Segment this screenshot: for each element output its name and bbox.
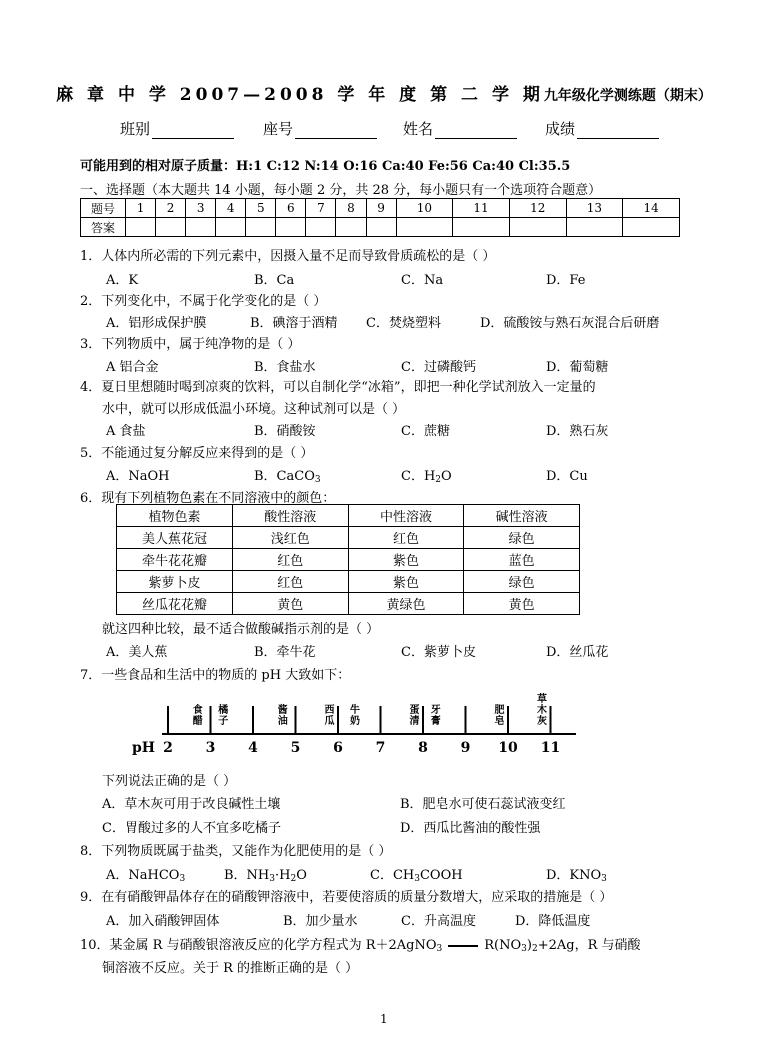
ph-item-char: 瓜 xyxy=(324,716,335,727)
ph-item-label xyxy=(350,703,360,727)
page-number: 1 xyxy=(380,1012,388,1026)
exam-subtitle: 九年级化学测练题（期末） xyxy=(543,88,712,104)
ph-item-label xyxy=(325,703,335,727)
class-blank[interactable] xyxy=(152,122,234,139)
ph-tick-label: 4 xyxy=(248,740,258,756)
pigment-table-header: 中性溶液 xyxy=(348,505,464,527)
pigment-name: 紫萝卜皮 xyxy=(117,571,233,593)
answer-cell[interactable] xyxy=(156,218,186,237)
acid-color: 红色 xyxy=(232,549,348,571)
q5-option-c-subscript: 2 xyxy=(435,475,442,485)
q8-option-b-tail: ·H xyxy=(275,868,291,883)
field-score-label: 成绩 xyxy=(545,120,576,138)
ph-tick-label: 11 xyxy=(540,740,561,756)
answer-cell[interactable] xyxy=(186,218,216,237)
q5-option-b[interactable] xyxy=(254,465,321,485)
ph-item-char: 橘 xyxy=(218,705,229,716)
q5-option-c[interactable] xyxy=(401,465,452,485)
ph-item-char: 蛋 xyxy=(409,705,420,716)
answer-table-row-answers xyxy=(81,218,680,237)
q5-option-a[interactable]: A．NaOH xyxy=(106,469,170,484)
q10-stem-part4: +2Ag，R 与硝酸 xyxy=(537,938,641,953)
answer-cell[interactable] xyxy=(366,218,396,237)
answer-cell[interactable] xyxy=(246,218,276,237)
q4-option-d[interactable]: D．熟石灰 xyxy=(546,424,609,439)
ph-item-char: 奶 xyxy=(350,716,360,727)
q5-stem: 5．不能通过复分解反应来得到的是（ ） xyxy=(80,446,314,461)
answer-cell[interactable] xyxy=(126,218,156,237)
field-class xyxy=(120,118,234,139)
q8-option-d-text: D．KNO xyxy=(546,868,602,883)
neutral-color: 黄绿色 xyxy=(348,593,464,615)
answer-cell[interactable] xyxy=(453,218,510,237)
q6-option-a[interactable]: A．美人蕉 xyxy=(106,645,168,660)
q10-subscript-3b: 3 xyxy=(521,944,527,954)
ph-item-label xyxy=(495,703,505,727)
answer-number: 5 xyxy=(246,199,276,218)
q8-option-b-subscript2: 2 xyxy=(290,874,297,884)
q4-stem-line1: 4．夏日里想随时喝到凉爽的饮料，可以自制化学“冰箱”，即把一种化学试剂放入一定量的 xyxy=(80,380,596,395)
q7-option-c[interactable]: C．胃酸过多的人不宜多吃橘子 xyxy=(102,821,281,836)
pigment-table-header: 酸性溶液 xyxy=(232,505,348,527)
base-color: 蓝色 xyxy=(464,549,580,571)
table-row xyxy=(117,549,580,571)
answer-number: 12 xyxy=(509,199,566,218)
base-color: 绿色 xyxy=(464,571,580,593)
exam-title xyxy=(0,80,768,105)
q10-stem-line2: 铜溶液不反应。关于 R 的推断正确的是（ ） xyxy=(102,961,359,976)
q7-option-b[interactable]: B．肥皂水可使石蕊试液变红 xyxy=(400,797,566,812)
q5-option-b-subscript: 3 xyxy=(314,475,321,485)
q6-option-c[interactable]: C．紫萝卜皮 xyxy=(401,645,476,660)
field-seat-label: 座号 xyxy=(263,120,294,138)
q5-option-d[interactable]: D．Cu xyxy=(546,469,588,484)
pigment-name: 美人蕉花冠 xyxy=(117,527,233,549)
answer-number: 13 xyxy=(566,199,623,218)
ph-item-label xyxy=(278,703,288,727)
q2-option-a[interactable]: A．铝形成保护膜 xyxy=(106,316,207,331)
ph-item-label xyxy=(217,703,228,727)
q1-option-b[interactable]: B．Ca xyxy=(254,273,295,288)
q7-stem: 7．一些食品和生活中的物质的 pH 大致如下： xyxy=(80,668,351,683)
ph-scale-diagram xyxy=(120,680,590,762)
q9-option-b[interactable]: B．加少量水 xyxy=(283,914,358,929)
q9-option-d[interactable]: D．降低温度 xyxy=(515,914,591,929)
ph-item-char: 皂 xyxy=(494,716,505,727)
ph-tick-label: 3 xyxy=(205,740,216,756)
ph-tick-label: 6 xyxy=(333,740,343,756)
q3-option-c[interactable]: C．过磷酸钙 xyxy=(401,360,476,375)
q2-option-b[interactable]: B．碘溶于酒精 xyxy=(250,316,338,331)
q2-stem: 2．下列变化中，不属于化学变化的是（ ） xyxy=(80,294,327,309)
table-row xyxy=(117,527,580,549)
ph-item-char: 清 xyxy=(409,716,420,727)
answer-cell[interactable] xyxy=(566,218,623,237)
school-title: 麻 章 中 学 2007—2008 学 年 度 第 二 学 期 xyxy=(56,85,544,105)
acid-color: 黄色 xyxy=(232,593,348,615)
section1-heading: 一、选择题（本大题共 14 小题，每小题 2 分，共 28 分，每小题只有一个选项符合题意） xyxy=(80,183,602,198)
q7-question: 下列说法正确的是（ ） xyxy=(102,774,237,789)
atomic-mass-line: 可能用到的相对原子质量：H:1 C:12 N:14 O:16 Ca:40 Fe:56 Ca:40 Cl:35.5 xyxy=(80,159,571,174)
q10-stem-part3: ) xyxy=(526,938,532,953)
q8-stem: 8．下列物质既属于盐类，又能作为化肥使用的是（ ） xyxy=(80,844,392,859)
q3-stem: 3．下列物质中，属于纯净物的是（ ） xyxy=(80,337,301,352)
field-name xyxy=(403,118,517,139)
answer-number: 6 xyxy=(276,199,306,218)
q5-option-c-tail: O xyxy=(441,469,452,484)
neutral-color: 红色 xyxy=(348,527,464,549)
q6-stem: 6．现有下列植物色素在不同溶液中的颜色： xyxy=(80,491,336,506)
q10-subscript-2: 2 xyxy=(531,944,538,954)
pigment-name: 牵牛花花瓣 xyxy=(117,549,233,571)
q10-subscript-3a: 3 xyxy=(436,944,443,954)
ph-item-char: 木 xyxy=(537,705,547,716)
q8-option-c[interactable] xyxy=(370,864,463,884)
q3-option-d[interactable]: D．葡萄糖 xyxy=(546,360,609,375)
q9-option-c[interactable]: C．升高温度 xyxy=(401,914,476,929)
answer-number: 2 xyxy=(156,199,186,218)
seat-blank[interactable] xyxy=(295,122,377,139)
q8-option-b[interactable] xyxy=(224,864,307,884)
answer-cell[interactable] xyxy=(306,218,336,237)
ph-item-char: 子 xyxy=(218,716,229,727)
q8-option-c-tail: COOH xyxy=(419,868,463,883)
q8-option-a-subscript: 3 xyxy=(179,874,186,884)
answer-number: 3 xyxy=(186,199,216,218)
field-class-label: 班别 xyxy=(120,120,151,138)
answer-number: 10 xyxy=(396,199,453,218)
answer-cell[interactable] xyxy=(336,218,366,237)
answer-table-header: 题号 xyxy=(81,199,126,218)
pigment-color-table xyxy=(116,504,580,615)
answer-number: 8 xyxy=(336,199,366,218)
q1-option-d[interactable]: D．Fe xyxy=(546,273,586,288)
q2-option-c[interactable]: C．焚烧塑料 xyxy=(366,316,441,331)
table-row xyxy=(117,593,580,615)
neutral-color: 紫色 xyxy=(348,549,464,571)
q4-option-b[interactable]: B．硝酸铵 xyxy=(254,424,316,439)
answer-number: 9 xyxy=(366,199,396,218)
acid-color: 红色 xyxy=(232,571,348,593)
ph-tick-label: 8 xyxy=(418,740,428,756)
answer-number: 7 xyxy=(306,199,336,218)
answer-number: 4 xyxy=(216,199,246,218)
answer-cell[interactable] xyxy=(509,218,566,237)
pigment-table-header-row xyxy=(117,505,580,527)
q9-stem: 9．在有硝酸钾晶体存在的硝酸钾溶液中，若要使溶质的质量分数增大，应采取的措施是（ ） xyxy=(80,890,613,905)
q3-option-a[interactable]: A 铝合金 xyxy=(106,360,159,375)
q1-option-c[interactable]: C．Na xyxy=(401,273,444,288)
ph-item-label xyxy=(193,703,203,727)
acid-color: 浅红色 xyxy=(232,527,348,549)
pigment-table-header: 碱性溶液 xyxy=(464,505,580,527)
ph-item-char: 草 xyxy=(537,694,547,705)
answer-cell[interactable] xyxy=(216,218,246,237)
ph-item-char: 牛 xyxy=(350,705,360,716)
ph-item-label xyxy=(537,692,547,727)
table-row xyxy=(117,571,580,593)
q8-option-d[interactable] xyxy=(546,864,607,884)
q3-option-b[interactable]: B．食盐水 xyxy=(254,360,316,375)
q8-option-c-text: C．CH xyxy=(370,868,415,883)
ph-item-char: 西 xyxy=(324,705,335,716)
q2-option-d[interactable]: D．硫酸铵与熟石灰混合后研磨 xyxy=(480,316,660,331)
q5-option-c-text: C．H xyxy=(401,469,436,484)
q10-stem-line1 xyxy=(80,934,641,954)
pigment-table-header: 植物色素 xyxy=(117,505,233,527)
ph-tick-label: 2 xyxy=(163,740,173,756)
field-score xyxy=(545,118,659,139)
answer-table-row-numbers xyxy=(81,199,680,218)
ph-item-label xyxy=(410,703,420,727)
q6-option-d[interactable]: D．丝瓜花 xyxy=(546,645,609,660)
q1-option-a[interactable]: A．K xyxy=(106,273,139,288)
answer-cell[interactable] xyxy=(276,218,306,237)
q8-option-a-text: A．NaHCO xyxy=(106,868,180,883)
ph-tick-label: 5 xyxy=(290,740,301,756)
q8-option-b-subscript: 3 xyxy=(269,874,275,884)
answer-cell[interactable] xyxy=(396,218,453,237)
q8-option-a[interactable] xyxy=(106,864,185,884)
answer-number: 14 xyxy=(623,199,680,218)
q10-stem-part1: 10．某金属 R 与硝酸银溶液反应的化学方程式为 R＋2AgNO xyxy=(80,938,437,953)
answer-table xyxy=(80,198,680,237)
q5-option-b-text: B．CaCO xyxy=(254,469,315,484)
q8-option-b-text: B．NH xyxy=(224,868,270,883)
q9-option-a[interactable]: A．加入硝酸钾固体 xyxy=(106,914,220,929)
ph-axis-label: pH xyxy=(132,740,156,756)
q8-option-d-subscript: 3 xyxy=(601,874,607,884)
q10-stem-part2: R(NO xyxy=(484,938,522,953)
q6-question: 就这四种比较，最不适合做酸碱指示剂的是（ ） xyxy=(102,622,380,637)
score-blank[interactable] xyxy=(577,122,659,139)
ph-item-char: 肥 xyxy=(494,705,505,716)
ph-tick-label: 10 xyxy=(498,740,518,756)
field-name-label: 姓名 xyxy=(403,120,434,138)
ph-item-char: 膏 xyxy=(430,716,441,727)
neutral-color: 紫色 xyxy=(348,571,464,593)
ph-tick-label: 9 xyxy=(460,740,471,756)
base-color: 黄色 xyxy=(464,593,580,615)
answer-number: 1 xyxy=(126,199,156,218)
ph-item-char: 油 xyxy=(277,716,288,727)
q8-option-b-tail2: O xyxy=(296,868,307,883)
q4-stem-line2: 水中，就可以形成低温小环境。这种试剂可以是（ ） xyxy=(102,402,406,417)
answer-cell[interactable] xyxy=(623,218,680,237)
base-color: 绿色 xyxy=(464,527,580,549)
ph-item-char: 牙 xyxy=(430,705,441,716)
ph-items xyxy=(193,692,547,727)
q10-equation-arrow xyxy=(448,945,478,947)
answer-number: 11 xyxy=(453,199,510,218)
ph-tick-label: 7 xyxy=(375,740,386,756)
field-seat xyxy=(263,118,377,139)
ph-item-char: 酱 xyxy=(277,705,288,716)
q4-option-a[interactable]: A 食盐 xyxy=(106,424,146,439)
ph-item-char: 食 xyxy=(192,705,203,716)
pigment-name: 丝瓜花花瓣 xyxy=(117,593,233,615)
ph-item-label xyxy=(431,703,441,727)
ph-item-char: 灰 xyxy=(537,716,547,727)
q1-stem: 1．人体内所必需的下列元素中，因摄入量不足而导致骨质疏松的是（ ） xyxy=(80,249,496,264)
answer-row-label: 答案 xyxy=(81,218,126,237)
q6-option-b[interactable]: B．牵牛花 xyxy=(254,645,316,660)
q8-option-c-subscript: 3 xyxy=(414,874,420,884)
q7-option-d[interactable]: D．西瓜比酱油的酸性强 xyxy=(400,821,541,836)
name-blank[interactable] xyxy=(435,122,517,139)
q4-option-c[interactable]: C．蔗糖 xyxy=(401,424,450,439)
q7-option-a[interactable]: A．草木灰可用于改良碱性土壤 xyxy=(102,797,281,812)
ph-item-char: 醋 xyxy=(192,716,203,727)
